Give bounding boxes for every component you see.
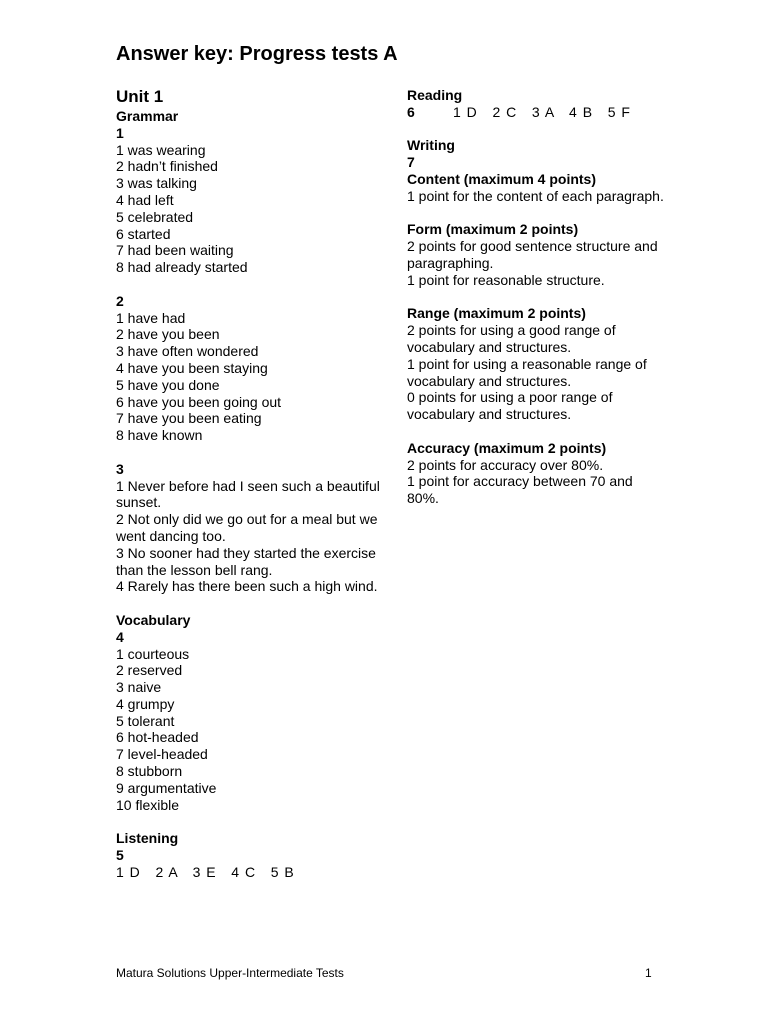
list-item: 2 reserved — [116, 662, 183, 679]
writing-section — [407, 137, 667, 507]
right-column — [407, 87, 667, 507]
exercise-2-list — [116, 310, 391, 444]
list-item: 4 Rarely has there been such a high wind. — [116, 578, 378, 595]
criterion-accuracy — [407, 440, 667, 507]
list-item: 10 flexible — [116, 796, 180, 813]
writing-heading: Writing — [407, 137, 455, 154]
list-item: 2 hadn’t finished — [116, 158, 218, 175]
list-item: 1 Never before had I seen such a beautiful sunset. — [116, 477, 380, 511]
exercise-2-number: 2 — [116, 292, 124, 309]
list-item: 5 have you done — [116, 376, 220, 393]
accuracy-line: 1 point for accuracy between 70 and 80%. — [407, 473, 633, 507]
listening-answers: 1 D 2 A 3 E 4 C 5 B — [116, 863, 295, 880]
list-item: 8 stubborn — [116, 763, 183, 780]
exercise-1-list — [116, 142, 391, 276]
list-item: 9 argumentative — [116, 779, 217, 796]
list-item: 6 started — [116, 225, 171, 242]
list-item: 5 tolerant — [116, 712, 175, 729]
reading-answers: 1 D 2 C 3 A 4 B 5 F — [453, 103, 631, 120]
exercise-4-number: 4 — [116, 628, 124, 645]
list-item: 1 have had — [116, 309, 186, 326]
list-item: 2 have you been — [116, 326, 220, 343]
list-item: 5 celebrated — [116, 208, 194, 225]
listening-heading: Listening — [116, 830, 179, 847]
exercise-6-number: 6 — [407, 103, 416, 120]
list-item: 2 Not only did we go out for a meal but we went dancing too. — [116, 511, 378, 544]
content-text: 1 point for the content of each paragraph. — [407, 187, 664, 204]
grammar-section — [116, 108, 391, 595]
list-item: 4 have you been staying — [116, 359, 268, 376]
unit-heading: Unit 1 — [116, 87, 164, 106]
grammar-heading: Grammar — [116, 108, 179, 124]
page-title: Answer key: Progress tests A — [116, 43, 398, 65]
listening-section — [116, 830, 391, 880]
accuracy-line: 2 points for accuracy over 80%. — [407, 456, 604, 473]
list-item: 4 had left — [116, 191, 174, 208]
list-item: 6 have you been going out — [116, 393, 282, 410]
reading-answers-row — [407, 104, 667, 121]
list-item: 8 have known — [116, 427, 203, 444]
reading-heading: Reading — [407, 87, 463, 103]
exercise-7-number: 7 — [407, 154, 415, 171]
list-item: 8 had already started — [116, 259, 248, 276]
range-heading: Range (maximum 2 points) — [407, 305, 586, 322]
page-number: 1 — [645, 966, 652, 980]
exercise-4-list — [116, 646, 391, 814]
accuracy-heading: Accuracy (maximum 2 points) — [407, 439, 607, 456]
list-item: 3 was talking — [116, 175, 197, 192]
list-item: 3 naive — [116, 679, 162, 696]
list-item: 7 level-headed — [116, 746, 208, 763]
list-item: 3 have often wondered — [116, 343, 259, 360]
reading-section — [407, 87, 667, 121]
form-line: 2 points for good sentence structure and paragraphing. — [407, 238, 658, 271]
range-line: 2 points for using a good range of vocabulary and structures. — [407, 322, 616, 355]
criterion-content — [407, 171, 667, 205]
form-line: 1 point for reasonable structure. — [407, 271, 605, 288]
list-item: 7 had been waiting — [116, 242, 234, 259]
exercise-3-list — [116, 478, 391, 596]
range-line: 0 points for using a poor range of vocabulary and structures. — [407, 389, 613, 423]
range-line: 1 point for using a reasonable range of vocabulary and structures. — [407, 355, 647, 389]
list-item: 1 courteous — [116, 645, 190, 662]
vocabulary-section — [116, 612, 391, 814]
left-column — [116, 87, 391, 897]
criterion-range — [407, 305, 667, 423]
list-item: 1 was wearing — [116, 141, 206, 158]
vocabulary-heading: Vocabulary — [116, 611, 191, 628]
list-item: 6 hot-headed — [116, 729, 199, 746]
list-item: 3 No sooner had they started the exercise than the lesson bell rang. — [116, 544, 376, 578]
criterion-form — [407, 221, 667, 288]
exercise-5-number: 5 — [116, 847, 124, 864]
exercise-1-number: 1 — [116, 124, 124, 141]
exercise-3-number: 3 — [116, 460, 124, 477]
footer-title: Matura Solutions Upper-Intermediate Tests — [116, 966, 344, 980]
list-item: 7 have you been eating — [116, 410, 262, 427]
list-item: 4 grumpy — [116, 695, 175, 712]
form-heading: Form (maximum 2 points) — [407, 221, 579, 238]
content-heading: Content (maximum 4 points) — [407, 170, 597, 187]
